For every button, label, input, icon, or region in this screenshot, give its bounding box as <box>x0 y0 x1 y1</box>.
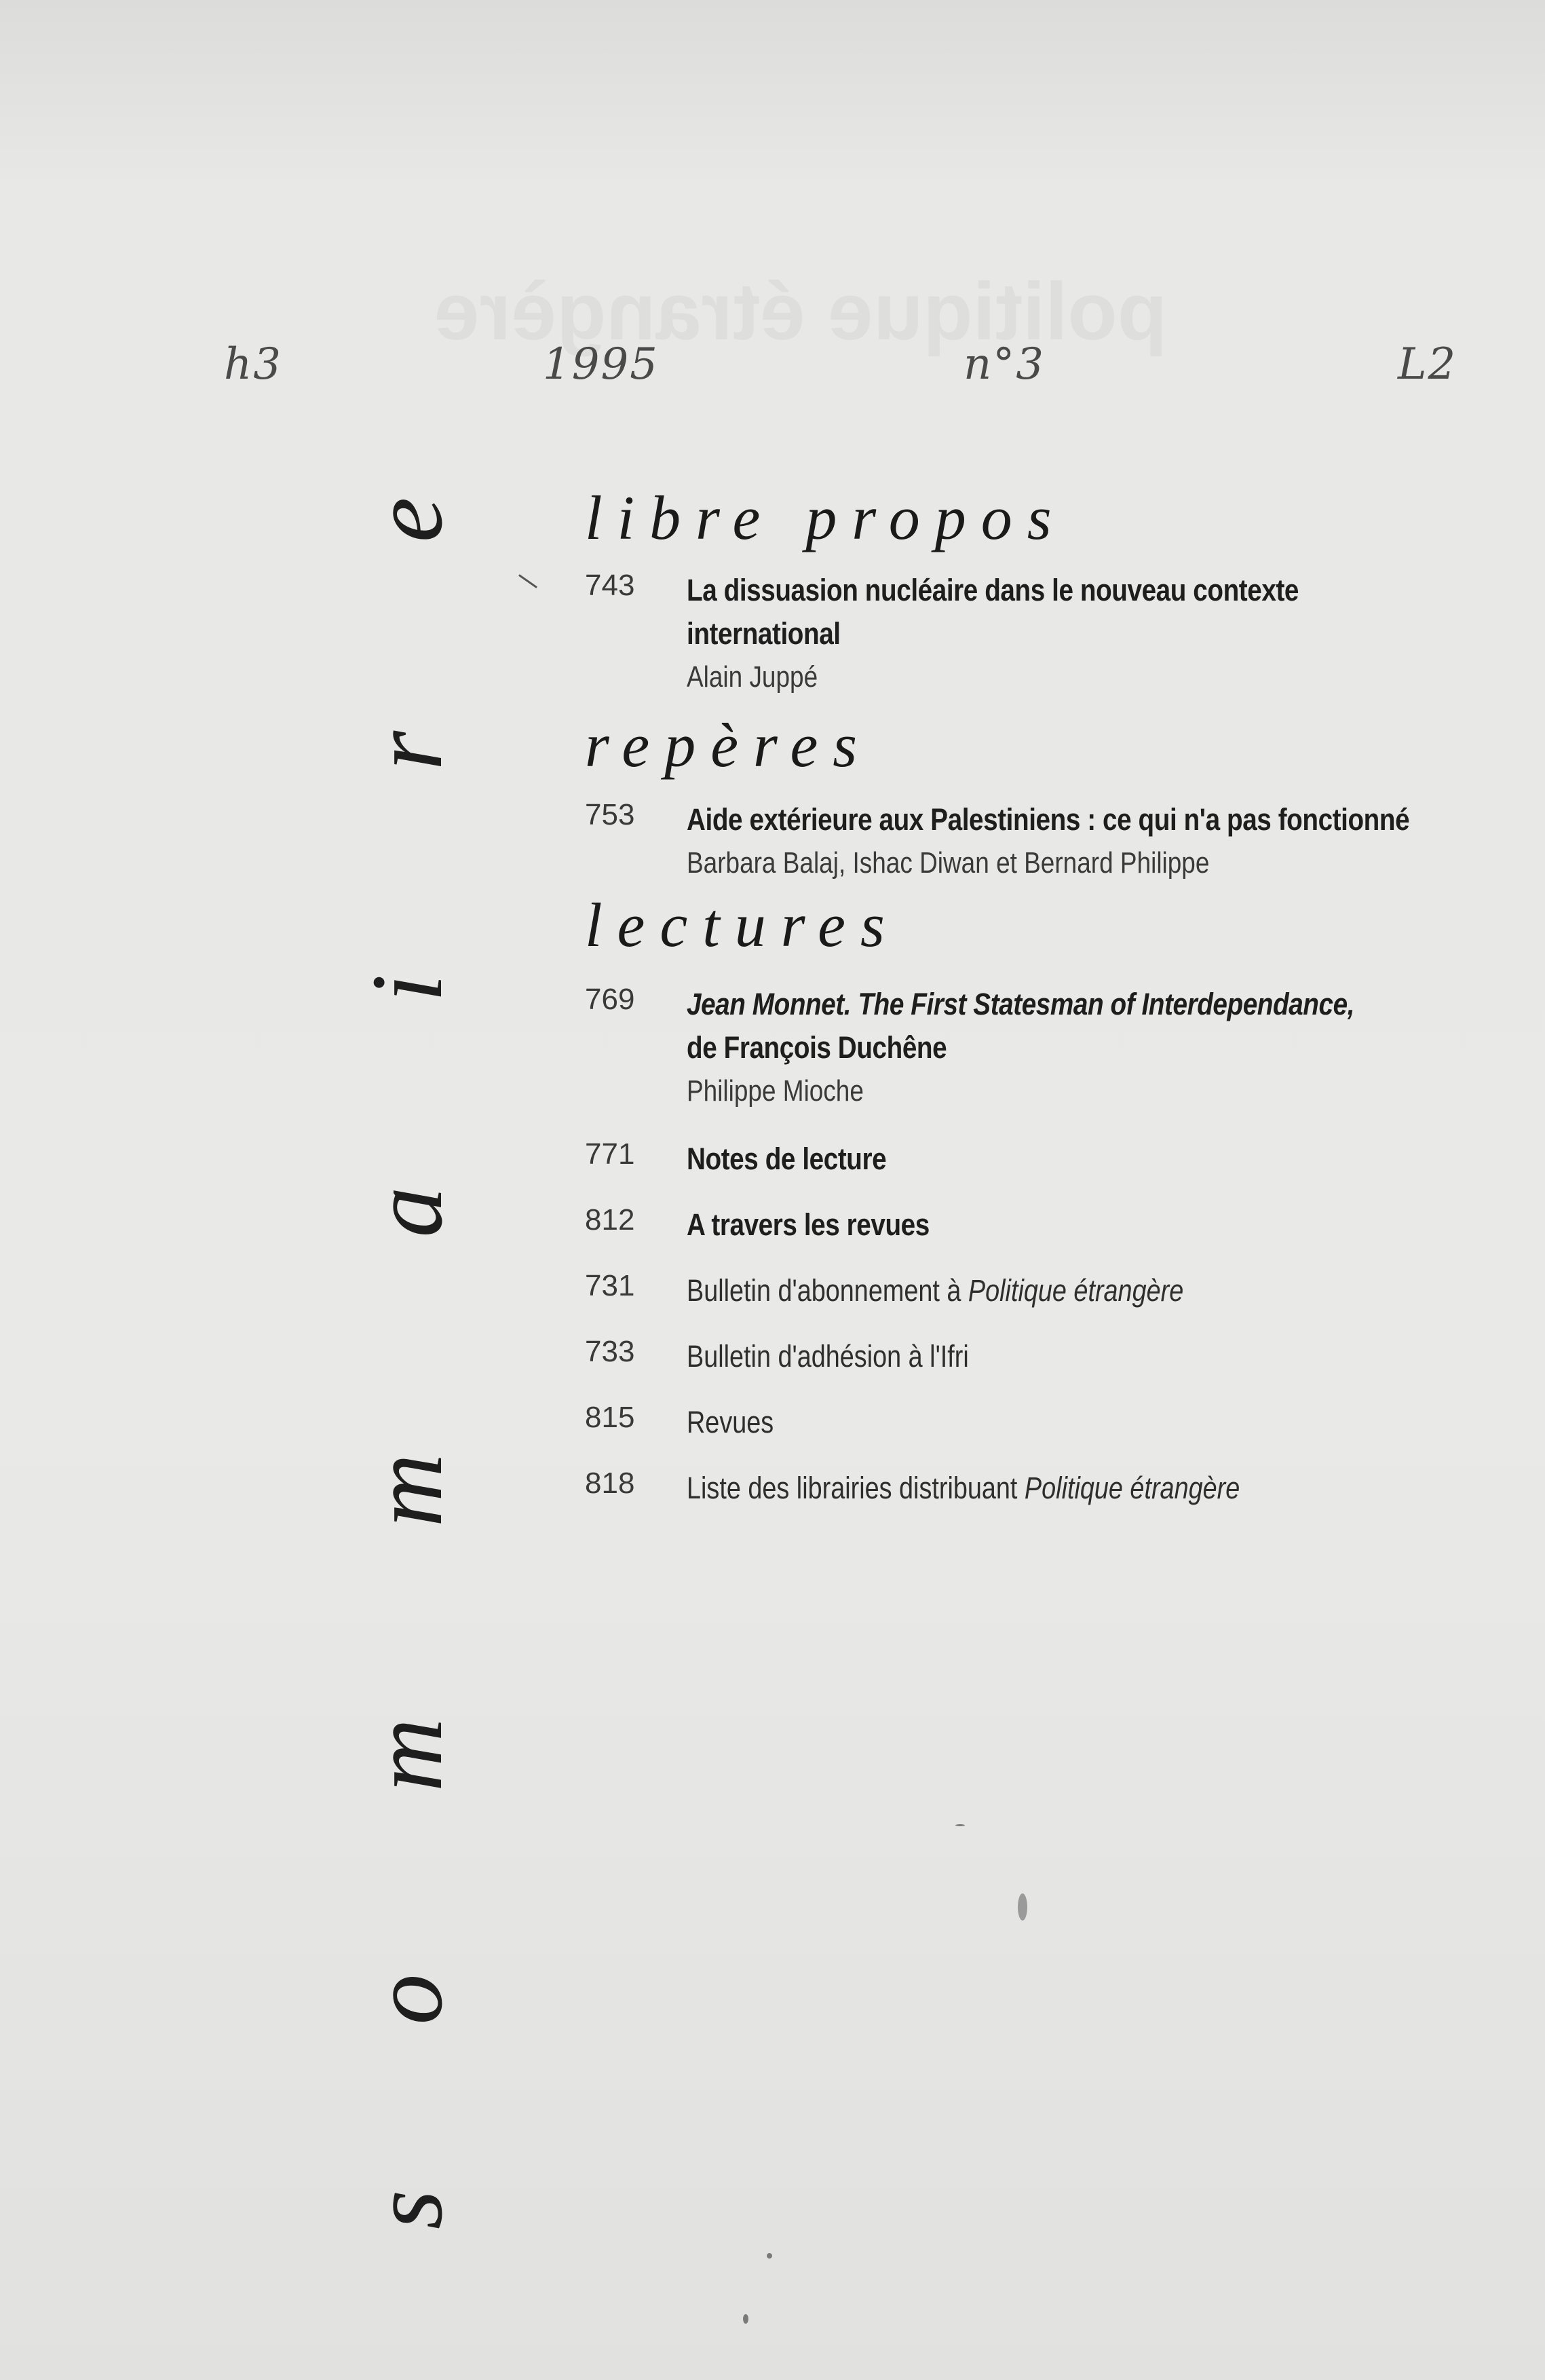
page-number: 769 <box>585 983 635 1016</box>
entry-author: Alain Juppé <box>687 660 818 694</box>
entry-text-italic: Politique étrangère <box>968 1273 1184 1308</box>
entry-title-line: de François Duchêne <box>687 1030 947 1065</box>
entry-title-line: Notes de lecture <box>687 1141 887 1176</box>
scan-speck <box>743 2314 748 2324</box>
entry-author: Philippe Mioche <box>687 1074 864 1108</box>
bleed-through-text <box>360 265 1242 358</box>
vertical-title-letter: m <box>351 1718 463 1792</box>
entry-title-line: Jean Monnet. The First Statesman of Interdependance, <box>687 987 1355 1021</box>
scan-speck <box>767 2253 772 2259</box>
entry-title-line: international <box>687 616 841 651</box>
vertical-title-letter: i <box>351 974 463 1002</box>
vertical-title-letter: m <box>351 1453 463 1528</box>
entry-title-line: A travers les revues <box>687 1207 930 1242</box>
entry-author: Barbara Balaj, Ishac Diwan et Bernard Philippe <box>687 846 1210 880</box>
entry-text-plain: Liste des librairies distribuant <box>687 1471 1025 1505</box>
entry-title-line: La dissuasion nucléaire dans le nouveau contexte <box>687 573 1299 607</box>
page-number: 743 <box>585 569 635 602</box>
entry-text-italic: Politique étrangère <box>1024 1471 1240 1505</box>
page-number: 731 <box>585 1269 635 1302</box>
page-number: 753 <box>585 798 635 831</box>
handwritten-mark-3: n°3 <box>964 339 1045 390</box>
handwritten-mark-1: h3 <box>224 339 282 390</box>
pencil-mark-icon <box>518 574 537 588</box>
entry-text: Revues <box>687 1405 774 1439</box>
section-heading-libre-propos: libre propos <box>585 483 1067 552</box>
vertical-title-letter: e <box>351 497 463 543</box>
section-heading-reperes: repères <box>585 711 873 780</box>
page-number: 812 <box>585 1203 635 1236</box>
entry-text <box>687 1467 1399 1510</box>
entry-title-line: Aide extérieure aux Palestiniens : ce qui n'a pas fonctionné <box>687 802 1410 837</box>
vertical-title-letter: a <box>351 1186 463 1238</box>
vertical-title-letter: r <box>351 730 463 771</box>
page-number: 818 <box>585 1467 635 1500</box>
handwritten-mark-2: 1995 <box>543 339 659 390</box>
page-number: 733 <box>585 1335 635 1368</box>
scan-speck <box>1018 1893 1027 1921</box>
entry-text <box>687 1269 1399 1312</box>
scan-speck <box>955 1824 965 1826</box>
page-number: 771 <box>585 1137 635 1171</box>
entry-text-plain: Bulletin d'abonnement à <box>687 1273 968 1308</box>
vertical-title-letter: s <box>351 2189 463 2230</box>
section-heading-lectures: lectures <box>585 890 900 960</box>
page-number: 815 <box>585 1401 635 1434</box>
vertical-title-letter: o <box>351 1973 463 2025</box>
entry-text: Bulletin d'adhésion à l'Ifri <box>687 1339 969 1374</box>
handwritten-mark-4: L2 <box>1398 339 1457 390</box>
